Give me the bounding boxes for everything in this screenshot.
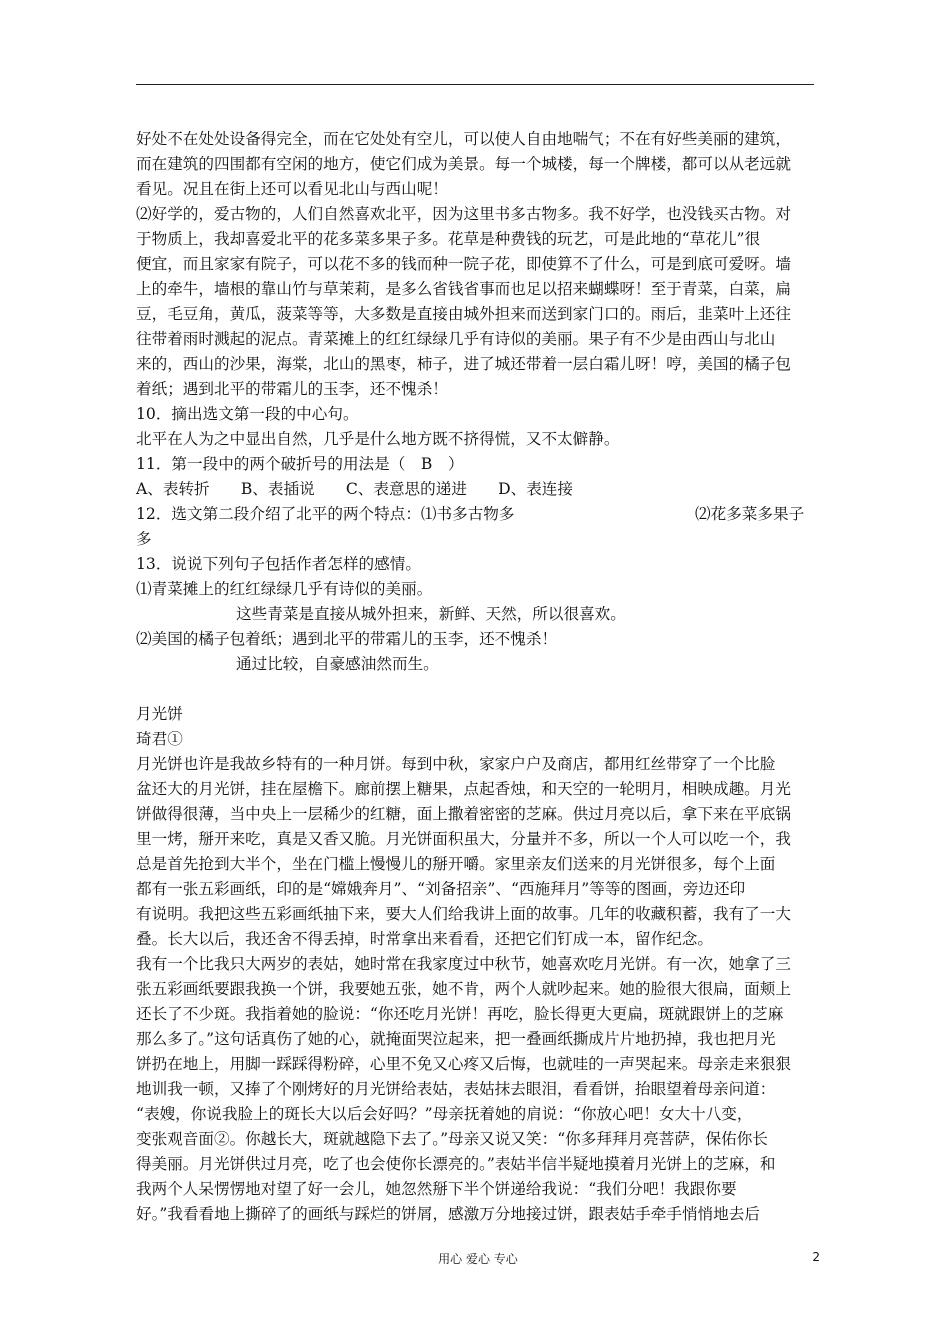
article-line: 得美丽。月光饼供过月亮，吃了也会使你长漂亮的。”表姑半信半疑地摸着月光饼上的芝麻，和 (136, 1155, 776, 1173)
article-line: 张五彩画纸要跟我换一个饼，我要她五张，她不肯，两个人就吵起来。她的脸很大很扁，面颊上 (136, 980, 791, 998)
paragraph-line: 着纸；遇到北平的带霜儿的玉李，还不愧杀！ (136, 380, 448, 398)
question-12-part1: 12．选文第二段介绍了北平的两个特点：⑴书多古物多 (136, 505, 515, 523)
article-line: 变张观音面②。你越长大，斑就越隐下去了。”母亲又说又笑：“你多拜拜月亮菩萨，保佑你长 (136, 1130, 768, 1148)
article-line: 好。”我看看地上撕碎了的画纸与踩烂的饼屑，感激万分地接过饼，跟表姑手牵手悄悄地去后 (136, 1205, 760, 1223)
page-number: 2 (812, 1250, 820, 1264)
article-author: 琦君① (136, 730, 183, 748)
article-line: 饼扔在地上，用脚一踩踩得粉碎，心里不免又心疼又后悔，也就哇的一声哭起来。母亲走来狠狠 (136, 1055, 791, 1073)
article-line: 有说明。我把这些五彩画纸抽下来，要大人们给我讲上面的故事。几年的收藏积蓄，我有了一大 (136, 905, 791, 923)
article-line: 饼做得很薄，当中央上一层稀少的红糖，面上撒着密密的芝麻。供过月亮以后，拿下来在平底锅 (136, 805, 791, 823)
answer-13-2: 通过比较，自豪感油然而生。 (236, 655, 439, 673)
question-10: 10．摘出选文第一段的中心句。 (136, 405, 359, 423)
paragraph-line: 便宜，而且家家有院子，可以花不多的钱而种一院子花，即使算不了什么，可是到底可爱呀。墙 (136, 255, 791, 273)
answer-10: 北平在人为之中显出自然，几乎是什么地方既不挤得慌，又不太僻静。 (136, 430, 620, 448)
paragraph-line: 看见。况且在街上还可以看见北山与西山呢！ (136, 180, 448, 198)
question-11: 11．第一段中的两个破折号的用法是（ B ） (136, 455, 464, 473)
article-line: 总是首先抢到大半个，坐在门槛上慢慢儿的掰开嚼。家里亲友们送来的月光饼很多，每个上面 (136, 855, 776, 873)
paragraph-line: 往带着雨时溅起的泥点。青菜摊上的红红绿绿几乎有诗似的美丽。果子有不少是由西山与北山 (136, 330, 776, 348)
question-12-part3: 多 (136, 530, 152, 548)
article-title: 月光饼 (136, 705, 183, 723)
article-line: 叠。长大以后，我还舍不得丢掉，时常拿出来看看，还把它们钉成一本，留作纪念。 (136, 930, 713, 948)
article-line: 月光饼也许是我故乡特有的一种月饼。每到中秋，家家户户及商店，都用红丝带穿了一个比脸 (136, 755, 776, 773)
paragraph-line: 好处不在处处设备得完全，而在它处处有空儿，可以使人自由地喘气；不在有好些美丽的建筑， (136, 130, 791, 148)
paragraph-line: 而在建筑的四围都有空闲的地方，使它们成为美景。每一个城楼，每一个牌楼，都可以从老远就 (136, 155, 791, 173)
article-line: “表嫂，你说我脸上的斑长大以后会好吗？”母亲抚着她的肩说：“你放心吧！女大十八变， (136, 1105, 753, 1123)
article-line: 我两个人呆愣愣地对望了好一会儿，她忽然掰下半个饼递给我说：“我们分吧！我跟你要 (136, 1180, 737, 1198)
paragraph-line: ⑵好学的，爱古物的，人们自然喜欢北平，因为这里书多古物多。我不好学，也没钱买古物。对 (136, 205, 791, 223)
article-line: 我有一个比我只大两岁的表姑，她时常在我家度过中秋节，她喜欢吃月光饼。有一次，她拿了三 (136, 955, 791, 973)
question-12-part2: ⑵花多菜多果子 (695, 505, 805, 523)
answer-13-1: 这些青菜是直接从城外担来，新鲜、天然，所以很喜欢。 (236, 605, 626, 623)
sentence-2: ⑵美国的橘子包着纸；遇到北平的带霜儿的玉李，还不愧杀！ (136, 630, 558, 648)
article-line: 盆还大的月光饼，挂在屋檐下。廊前摆上糖果，点起香烛，和天空的一轮明月，相映成趣。月光 (136, 780, 791, 798)
paragraph-line: 豆，毛豆角，黄瓜，菠菜等等，大多数是直接由城外担来而送到家门口的。雨后，韭菜叶上还往 (136, 305, 791, 323)
sentence-1: ⑴青菜摊上的红红绿绿几乎有诗似的美丽。 (136, 580, 433, 598)
paragraph-line: 上的牵牛，墙根的靠山竹与草茉莉，是多么省钱省事而也足以招来蝴蝶呀！至于青菜，白菜，扁 (136, 280, 791, 298)
article-line: 还长了不少斑。我指着她的脸说：“你还吃月光饼！再吃，脸长得更大更扁，斑就跟饼上的芝麻 (136, 1005, 784, 1023)
question-13: 13．说说下列句子包括作者怎样的感情。 (136, 555, 421, 573)
article-line: 都有一张五彩画纸，印的是“嫦娥奔月”、“刘备招亲”、“西施拜月”等等的图画，旁边还印 (136, 880, 746, 898)
article-line: 那么多了。”这句话真伤了她的心，就掩面哭泣起来，把一叠画纸撕成片片地扔掉，我也把月光 (136, 1030, 776, 1048)
header-rule (136, 84, 814, 85)
footer-motto: 用心 爱心 专心 (438, 1252, 518, 1266)
article-line: 地训我一顿，又捧了个刚烤好的月光饼给表姑，表姑抹去眼泪，看看饼，抬眼望着母亲问道： (136, 1080, 776, 1098)
article-line: 里一烤，掰开来吃，真是又香又脆。月光饼面积虽大，分量并不多，所以一个人可以吃一个，我 (136, 830, 791, 848)
paragraph-line: 来的，西山的沙果，海棠，北山的黑枣，柿子，进了城还带着一层白霜儿呀！哼，美国的橘子包 (136, 355, 791, 373)
paragraph-line: 于物质上，我却喜爱北平的花多菜多果子多。花草是种费钱的玩艺，可是此地的“草花儿”很 (136, 230, 761, 248)
options-11: A、表转折 B、表插说 C、表意思的递进 D、表连接 (136, 480, 573, 498)
